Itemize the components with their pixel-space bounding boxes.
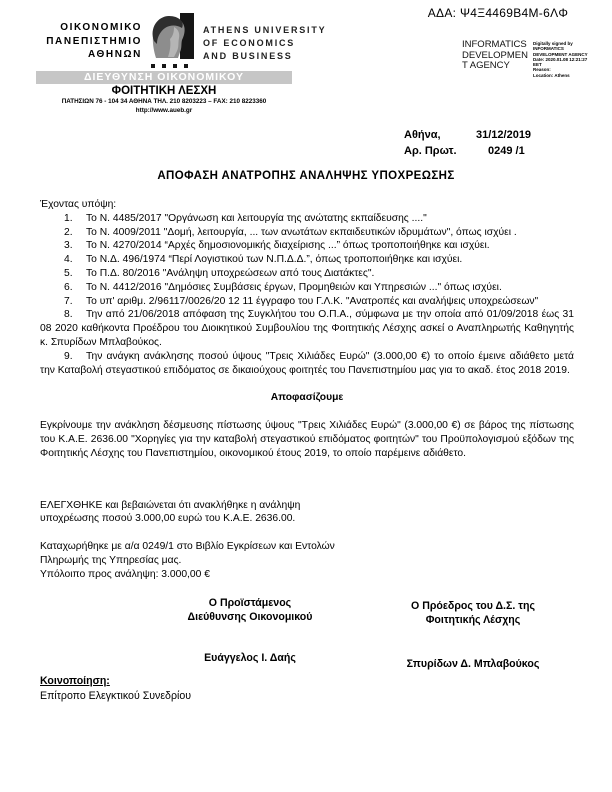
item-number: 3. — [64, 240, 73, 252]
date-protocol-block — [404, 127, 531, 159]
item-number: 7. — [64, 295, 73, 307]
ada-value: Ψ4Ξ4469Β4Μ-6ΛΦ — [459, 6, 569, 20]
university-name-english-line: AND BUSINESS — [203, 51, 293, 61]
verification-line: ΕΛΕΓΧΘΗΚΕ και βεβαιώνεται ότι ανακλήθηκε η ανάληψη — [40, 499, 301, 511]
item-text: Το υπ' αριθμ. 2/96117/0026/20 12 11 έγγραφο του Γ.Λ.Κ. "Ανατροπές και αναλήψεις υποχρεώσεων" — [86, 295, 539, 307]
consideration-item — [40, 281, 574, 295]
item-text: Το Π.Δ. 80/2016 "Ανάληψη υποχρεώσεων από τους Διατάκτες". — [86, 267, 375, 279]
ada-label: ΑΔΑ: — [427, 6, 457, 20]
item-text: Το Ν. 4485/2017 "Οργάνωση και λειτουργία της ανώτατης εκπαίδευσης ...." — [86, 212, 427, 224]
signature-detail-line: EET — [533, 62, 542, 68]
distribution-recipient: Επίτροπο Ελεγκτικού Συνεδρίου — [40, 689, 192, 702]
distribution-block — [40, 674, 191, 703]
city-label: Αθήνα, — [404, 129, 441, 141]
distribution-heading: Κοινοποίηση: — [40, 675, 110, 687]
item-text: Το Ν. 4270/2014 “Αρχές δημοσιονομικής διαχείρισης ...” όπως τροποποιήθηκε και ισχύει. — [86, 240, 490, 252]
document-body — [40, 198, 574, 582]
protocol-number: 0249 /1 — [488, 145, 525, 157]
verification-line: υποχρέωσης ποσού 3.000,00 ευρώ του Κ.Α.Ε. 2636.00. — [40, 513, 296, 525]
signatory-right-name: Σπυρίδων Δ. Μπλαβούκος — [406, 658, 540, 670]
bust-statue-icon — [146, 13, 196, 69]
signer-agency-line: DEVELOPMEN — [462, 49, 528, 61]
document-date: 31/12/2019 — [476, 129, 532, 141]
signer-agency-line: T AGENCY — [462, 60, 510, 71]
university-name-greek-line: ΠΑΝΕΠΙΣΤΗΜΙΟ — [46, 35, 142, 47]
department-banner: ΔΙΕΥΘΥΝΣΗ ΟΙΚΟΝΟΜΙΚΟΥ — [36, 71, 292, 84]
registration-line: Καταχωρήθηκε με α/α 0249/1 στο Βιβλίο Εγκρίσεων και Εντολών — [40, 541, 335, 553]
university-name-greek — [28, 21, 142, 62]
ada-code-line — [384, 6, 612, 20]
consideration-item — [40, 308, 574, 349]
consideration-item — [40, 350, 574, 378]
signature-detail-line: Digitally signed by — [533, 41, 573, 46]
signer-agency-name — [462, 40, 532, 72]
signatory-title-line: Ο Προϊστάμενος — [208, 597, 292, 609]
consideration-item — [40, 226, 574, 240]
item-number: 9. — [64, 350, 73, 362]
registration-paragraph — [40, 540, 574, 581]
protocol-label: Αρ. Πρωτ. — [404, 145, 457, 157]
signature-detail-line: Reason: — [533, 67, 551, 73]
consideration-item — [40, 253, 574, 267]
city-date-row — [404, 127, 531, 143]
signatory-right-title — [368, 600, 578, 628]
signatory-title-line: Φοιτητικής Λέσχης — [425, 613, 521, 626]
university-name-greek-line: ΟΙΚΟΝΟΜΙΚΟ — [60, 22, 142, 33]
university-name-english-line: ATHENS UNIVERSITY — [203, 25, 327, 35]
item-text: Την ανάγκη ανάκλησης ποσού ύψους "Τρεις Χιλιάδες Ευρώ" (3.000,00 €) το οποίο έμεινε αδιάθετο μετά την Καταβολή στεγαστικού επιδόματος σε δικαιούχους φοιτητές του Πανεπιστημίου μας για το ακαδ. έτος 2018 2019. — [40, 350, 574, 376]
decision-paragraph: Εγκρίνουμε την ανάκληση δέσμευσης πίστωσης ύψους "Τρεις Χιλιάδες Ευρώ" (3.000,00 €) σε βάρος της πίστωσης του Κ.Α.Ε. 2636.00 "Χορηγίες για την καταβολή στεγαστικού επιδόματος φοιτητών" του Προϋπολογισμού εξόδων της Φοιτητικής Λέσχης του Πανεπιστημίου, οικονομικού έτους 2019, το οποίο παρέμεινε αδιάθετο. — [40, 420, 574, 459]
signatory-left-name: Ευάγγελος Ι. Δαής — [204, 652, 296, 664]
signer-agency-line: INFORMATICS — [462, 39, 527, 50]
item-number: 6. — [64, 281, 73, 293]
university-seal-logo — [146, 13, 196, 69]
consideration-item — [40, 212, 574, 226]
signatory-title-line: Διεύθυνσης Οικονομικού — [187, 610, 313, 623]
item-text: Το Ν. 4009/2011 "Δομή, λειτουργία, ... των ανωτάτων εκπαιδευτικών ιδρυμάτων", όπως ισχύει . — [86, 226, 517, 238]
digital-signature-details — [533, 41, 611, 78]
item-text: Την από 21/06/2018 απόφαση της Συγκλήτου του Ο.Π.Α., σύμφωνα με την οποία από 01/09/2018 έως 31 08 2020 καθήκοντα Προέδρου του Διοικητικού Συμβουλίου της Φοιτητικής Λέσχης ασκεί ο Αναπληρωτής Καθηγητής κ. Σπυρίδων Μπλαβούκος. — [40, 309, 574, 348]
registration-line: Πληρωμής της Υπηρεσίας μας. — [40, 554, 182, 566]
unit-name: ΦΟΙΤΗΤΙΚΗ ΛΕΣΧΗ — [111, 85, 217, 97]
item-number: 5. — [64, 267, 73, 279]
signatory-title-line: Ο Πρόεδρος του Δ.Σ. της — [411, 600, 535, 612]
signature-detail-line: Date: 2020.01.08 12:21:27 — [533, 56, 588, 62]
signature-detail-line: Location: Athens — [533, 72, 570, 78]
balance-line: Υπόλοιπο προς ανάληψη: 3.000,00 € — [40, 568, 210, 580]
consideration-item — [40, 267, 574, 281]
item-number: 1. — [64, 212, 73, 224]
website-url: http://www.aueb.gr — [135, 107, 193, 114]
university-name-greek-line: ΑΘΗΝΩΝ — [87, 49, 142, 60]
item-number: 8. — [64, 309, 73, 321]
address-line: ΠΑΤΗΣΙΩΝ 76 - 104 34 ΑΘΗΝΑ ΤΗΛ. 210 8203223 – FAX: 210 8223360 — [61, 98, 267, 105]
item-text: Το Ν.Δ. 496/1974 “Περί Λογιστικού των Ν.Π.Δ.Δ.”, όπως τροποποιήθηκε και ισχύει. — [86, 254, 463, 266]
signature-detail-line: DEVELOPMENT AGENCY — [533, 51, 588, 57]
university-name-english — [203, 24, 326, 63]
item-text: Το Ν. 4412/2016 "Δημόσιες Συμβάσεις έργων, Προμηθειών και Υπηρεσιών ..." όπως ισχύει. — [86, 281, 502, 293]
protocol-row — [404, 143, 531, 159]
signatory-left-title — [120, 597, 380, 625]
document-title: ΑΠΟΦΑΣΗ ΑΝΑΤΡΟΠΗΣ ΑΝΑΛΗΨΗΣ ΥΠΟΧΡΕΩΣΗΣ — [157, 170, 455, 182]
signature-detail-line: INFORMATICS — [533, 46, 564, 52]
verification-paragraph — [40, 499, 574, 527]
decision-heading: Αποφασίζουμε — [270, 392, 344, 404]
consideration-item — [40, 295, 574, 309]
preamble-heading: Έχοντας υπόψη: — [40, 199, 117, 210]
item-number: 2. — [64, 226, 73, 238]
item-number: 4. — [64, 254, 73, 266]
consideration-item — [40, 239, 574, 253]
university-name-english-line: OF ECONOMICS — [203, 38, 296, 48]
